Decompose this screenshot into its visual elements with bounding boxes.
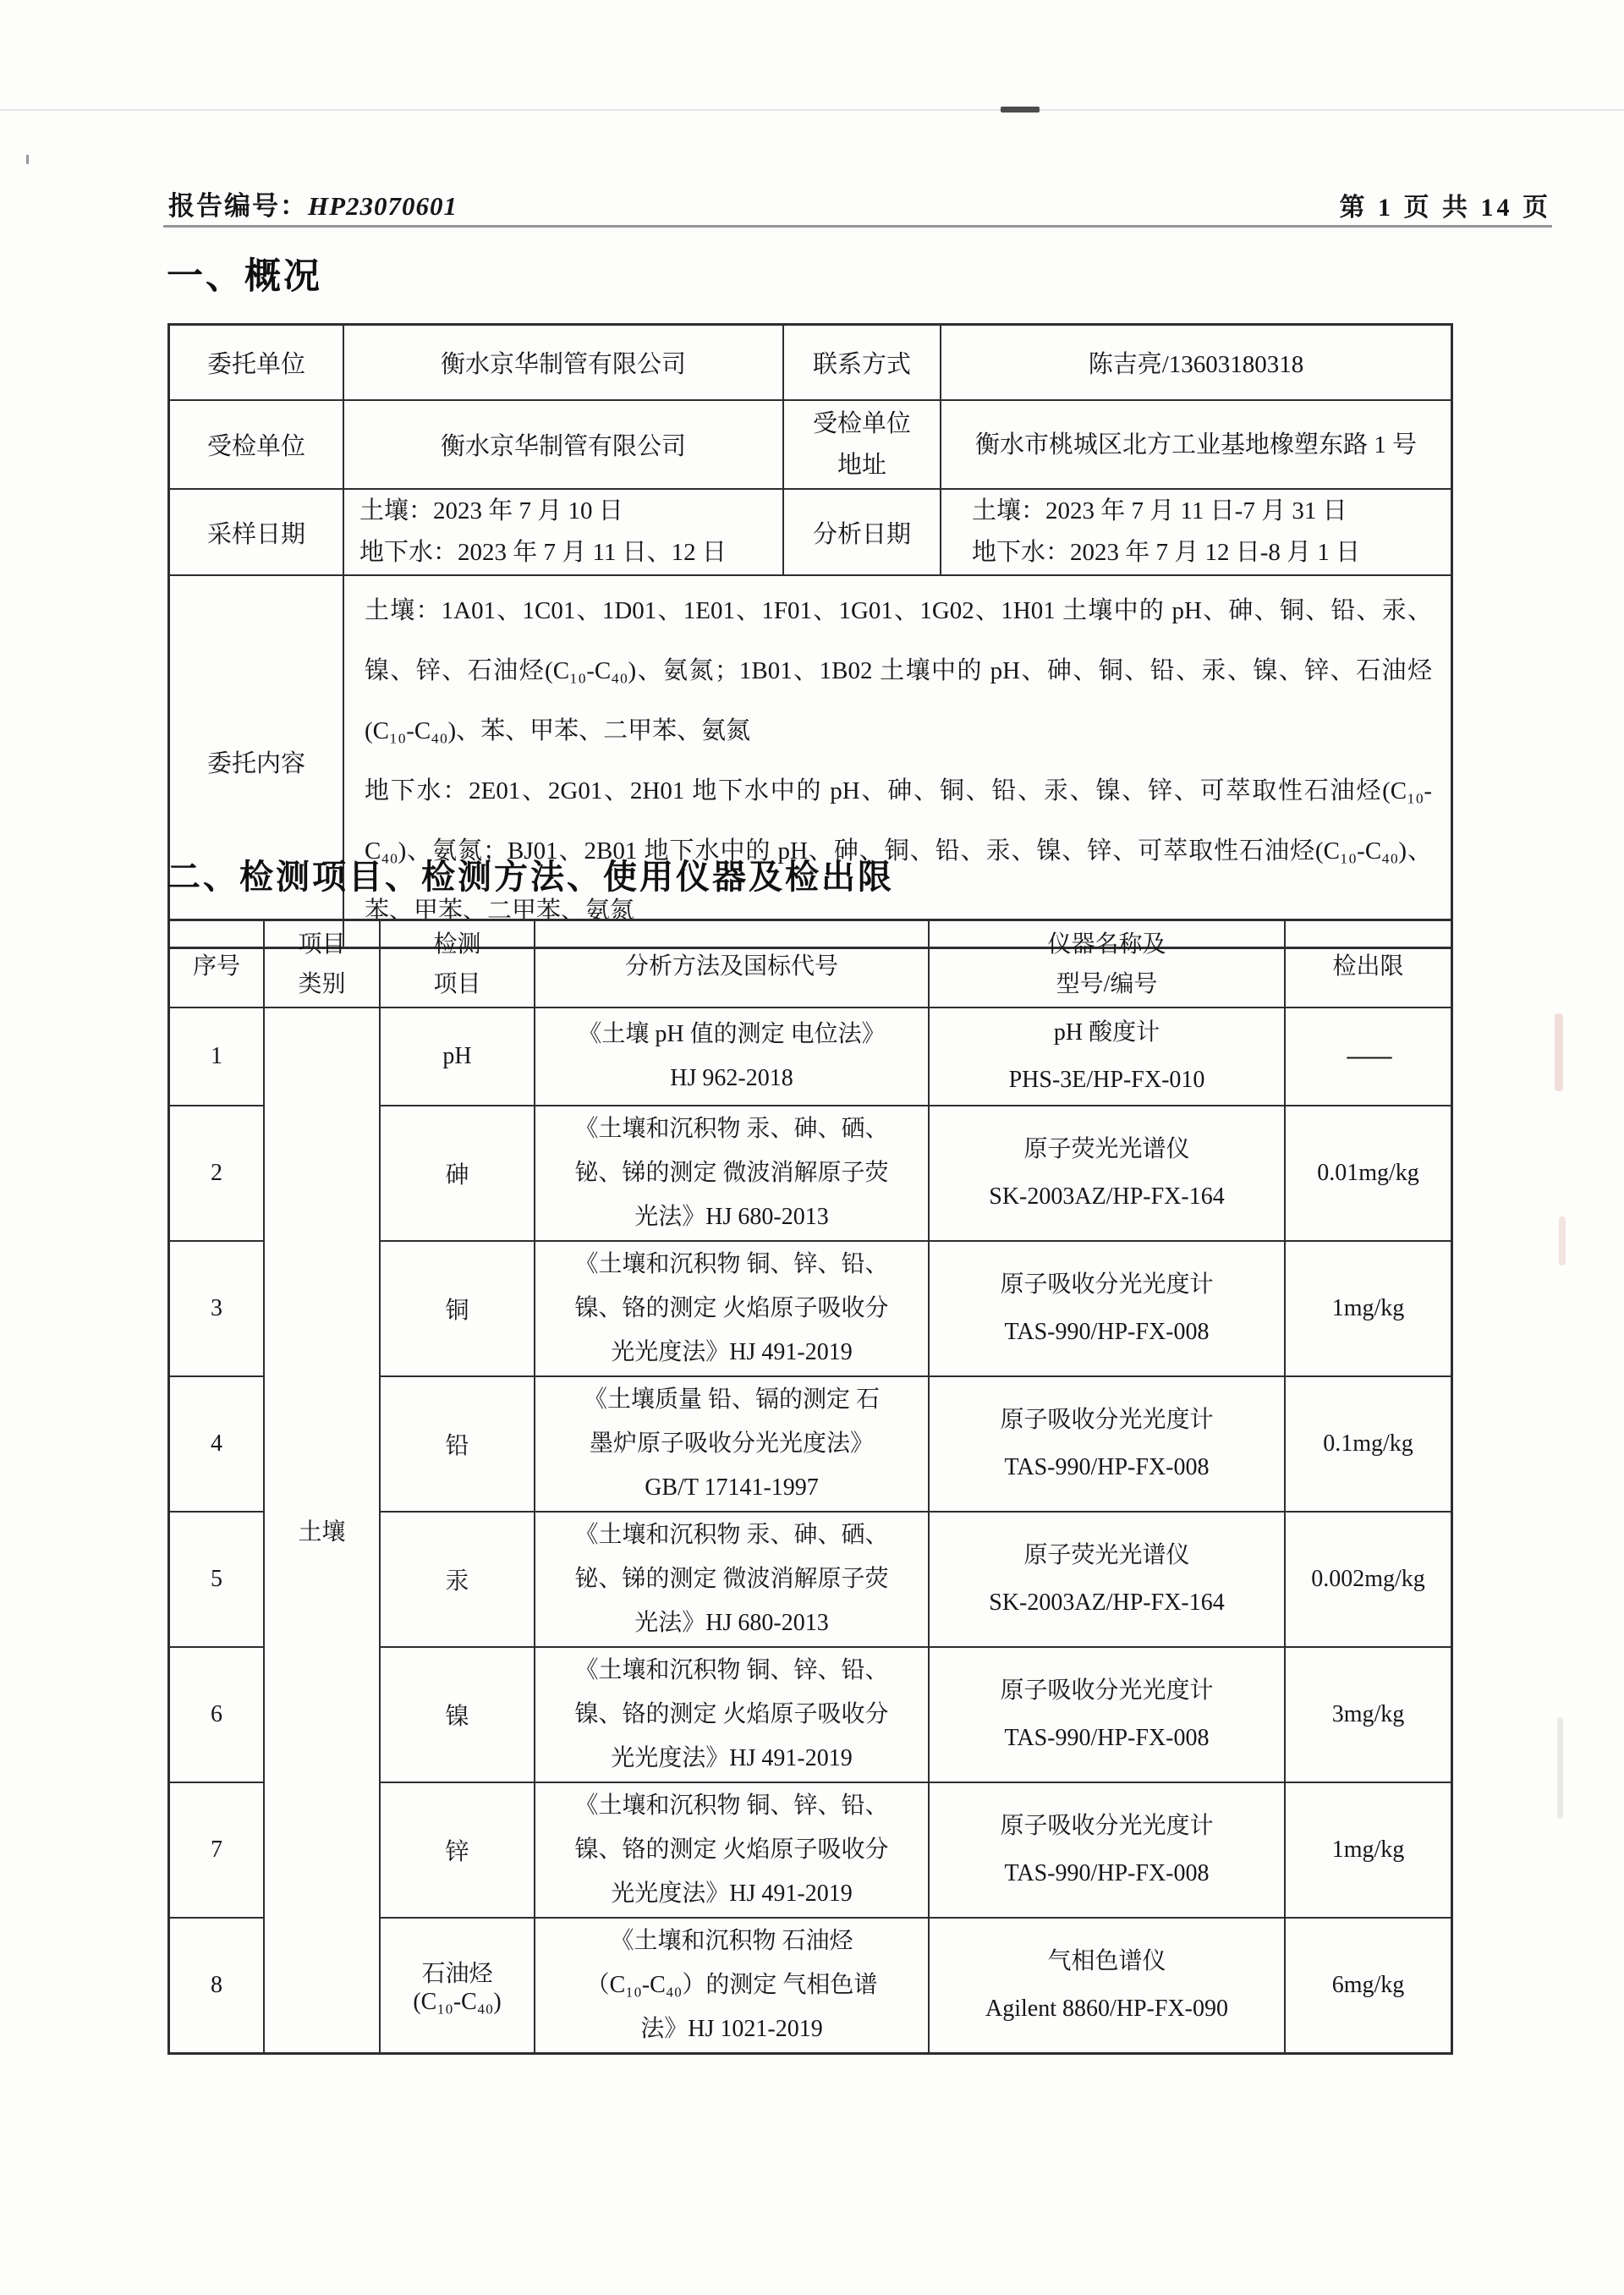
header-divider bbox=[163, 225, 1552, 228]
row-no: 7 bbox=[169, 1782, 264, 1918]
detection-limit: 1mg/kg bbox=[1285, 1241, 1451, 1376]
scan-speck bbox=[26, 155, 29, 164]
methods-table bbox=[168, 920, 1452, 2054]
col-header-no: 序号 bbox=[169, 920, 264, 1007]
sampling-date-value: 土壤：2023 年 7 月 10 日 地下水：2023 年 7 月 11 日、12 日 bbox=[343, 489, 783, 575]
col-header-instrument: 仪器名称及 型号/编号 bbox=[929, 920, 1285, 1007]
row-no: 2 bbox=[169, 1106, 264, 1241]
contact-label: 联系方式 bbox=[783, 325, 941, 400]
instrument-model: 原子吸收分光光度计 TAS-990/HP-FX-008 bbox=[929, 1376, 1285, 1512]
item-name: 砷 bbox=[380, 1106, 535, 1241]
item-name: 锌 bbox=[380, 1782, 535, 1918]
instrument-model: 气相色谱仪 Agilent 8860/HP-FX-090 bbox=[929, 1918, 1285, 2053]
detection-limit: —— bbox=[1285, 1007, 1451, 1106]
instrument-model: pH 酸度计 PHS-3E/HP-FX-010 bbox=[929, 1007, 1285, 1106]
row-no: 3 bbox=[169, 1241, 264, 1376]
table-row bbox=[169, 325, 1451, 400]
scan-edge-line bbox=[0, 109, 1624, 111]
item-name: pH bbox=[380, 1007, 535, 1106]
instrument-model: 原子吸收分光光度计 TAS-990/HP-FX-008 bbox=[929, 1647, 1285, 1782]
detection-limit: 0.01mg/kg bbox=[1285, 1106, 1451, 1241]
item-name: 铅 bbox=[380, 1376, 535, 1512]
report-number-value: HP23070601 bbox=[308, 191, 458, 221]
analysis-date-label: 分析日期 bbox=[783, 489, 941, 575]
inspected-unit-label: 受检单位 bbox=[169, 400, 343, 489]
contact-value: 陈吉亮/13603180318 bbox=[941, 325, 1451, 400]
instrument-model: 原子荧光光谱仪 SK-2003AZ/HP-FX-164 bbox=[929, 1106, 1285, 1241]
method-standard: 《土壤和沉积物 石油烃 （C₁₀-C₄₀）的测定 气相色谱 法》HJ 1021-2019 bbox=[535, 1918, 929, 2053]
detection-limit: 1mg/kg bbox=[1285, 1782, 1451, 1918]
table-row bbox=[169, 489, 1451, 575]
table-row bbox=[169, 400, 1451, 489]
scan-bleed-mark bbox=[1555, 1013, 1563, 1091]
report-number bbox=[168, 184, 458, 222]
detection-limit: 0.1mg/kg bbox=[1285, 1376, 1451, 1512]
address-label: 受检单位 地址 bbox=[783, 400, 941, 489]
category-soil: 土壤 bbox=[264, 1007, 380, 2053]
entrust-content-label: 委托内容 bbox=[169, 575, 343, 947]
page-number: 第 1 页 共 14 页 bbox=[1339, 194, 1551, 222]
method-standard: 《土壤质量 铅、镉的测定 石 墨炉原子吸收分光光度法》 GB/T 17141-1997 bbox=[535, 1376, 929, 1512]
section-1-title: 一、概况 bbox=[167, 256, 322, 297]
entrust-soil-paragraph: 土壤：1A01、1C01、1D01、1E01、1F01、1G01、1G02、1H01 土壤中的 pH、砷、铜、铅、汞、镍、锌、石油烃(C₁₀-C₄₀)、氨氮；1B01、1B02 土壤中的 pH、砷、铜、铅、汞、镍、锌、石油烃(C₁₀-C₄₀)、苯、甲苯、二甲苯、氨氮 bbox=[365, 597, 1432, 744]
instrument-model: 原子吸收分光光度计 TAS-990/HP-FX-008 bbox=[929, 1241, 1285, 1376]
method-standard: 《土壤和沉积物 铜、锌、铅、 镍、铬的测定 火焰原子吸收分 光光度法》HJ 491-2019 bbox=[535, 1241, 929, 1376]
table-row bbox=[169, 1007, 1451, 1106]
detection-limit: 0.002mg/kg bbox=[1285, 1512, 1451, 1647]
item-name: 石油烃 (C₁₀-C₄₀) bbox=[380, 1918, 535, 2053]
item-name: 镍 bbox=[380, 1647, 535, 1782]
col-header-method: 分析方法及国标代号 bbox=[535, 920, 929, 1007]
detection-limit: 6mg/kg bbox=[1285, 1918, 1451, 2053]
row-no: 5 bbox=[169, 1512, 264, 1647]
instrument-model: 原子荧光光谱仪 SK-2003AZ/HP-FX-164 bbox=[929, 1512, 1285, 1647]
method-standard: 《土壤和沉积物 汞、砷、硒、 铋、锑的测定 微波消解原子荧 光法》HJ 680-2013 bbox=[535, 1106, 929, 1241]
method-standard: 《土壤和沉积物 汞、砷、硒、 铋、锑的测定 微波消解原子荧 光法》HJ 680-2013 bbox=[535, 1512, 929, 1647]
scan-bleed-mark bbox=[1559, 1216, 1566, 1266]
scan-ink-blob bbox=[1001, 107, 1040, 113]
client-unit-value: 衡水京华制管有限公司 bbox=[343, 325, 783, 400]
row-no: 8 bbox=[169, 1918, 264, 2053]
analysis-date-value: 土壤：2023 年 7 月 11 日-7 月 31 日 地下水：2023 年 7 月 12 日-8 月 1 日 bbox=[941, 489, 1451, 575]
table-header-row bbox=[169, 920, 1451, 1007]
entrust-groundwater-paragraph: 地下水：2E01、2G01、2H01 地下水中的 pH、砷、铜、铅、汞、镍、锌、可萃取性石油烃(C₁₀-C₄₀)、氨氮；BJ01、2B01 地下水中的 pH、砷、铜、铅、汞、镍、锌、可萃取性石油烃(C₁₀-C₄₀)、苯、甲苯、二甲苯、氨氮 bbox=[365, 777, 1432, 925]
row-no: 6 bbox=[169, 1647, 264, 1782]
scan-bleed-mark bbox=[1557, 1717, 1563, 1819]
row-no: 4 bbox=[169, 1376, 264, 1512]
sampling-date-label: 采样日期 bbox=[169, 489, 343, 575]
instrument-model: 原子吸收分光光度计 TAS-990/HP-FX-008 bbox=[929, 1782, 1285, 1918]
row-no: 1 bbox=[169, 1007, 264, 1106]
method-standard: 《土壤和沉积物 铜、锌、铅、 镍、铬的测定 火焰原子吸收分 光光度法》HJ 491-2019 bbox=[535, 1647, 929, 1782]
method-standard: 《土壤 pH 值的测定 电位法》 HJ 962-2018 bbox=[535, 1007, 929, 1106]
detection-limit: 3mg/kg bbox=[1285, 1647, 1451, 1782]
col-header-category: 项目 类别 bbox=[264, 920, 380, 1007]
method-standard: 《土壤和沉积物 铜、锌、铅、 镍、铬的测定 火焰原子吸收分 光光度法》HJ 491-2019 bbox=[535, 1782, 929, 1918]
address-value: 衡水市桃城区北方工业基地橡塑东路 1 号 bbox=[941, 400, 1451, 489]
item-name: 铜 bbox=[380, 1241, 535, 1376]
section-2-title: 二、检测项目、检测方法、使用仪器及检出限 bbox=[167, 859, 894, 896]
col-header-item: 检测 项目 bbox=[380, 920, 535, 1007]
col-header-limit: 检出限 bbox=[1285, 920, 1451, 1007]
inspected-unit-value: 衡水京华制管有限公司 bbox=[343, 400, 783, 489]
report-number-label: 报告编号： bbox=[168, 191, 308, 221]
client-unit-label: 委托单位 bbox=[169, 325, 343, 400]
item-name: 汞 bbox=[380, 1512, 535, 1647]
